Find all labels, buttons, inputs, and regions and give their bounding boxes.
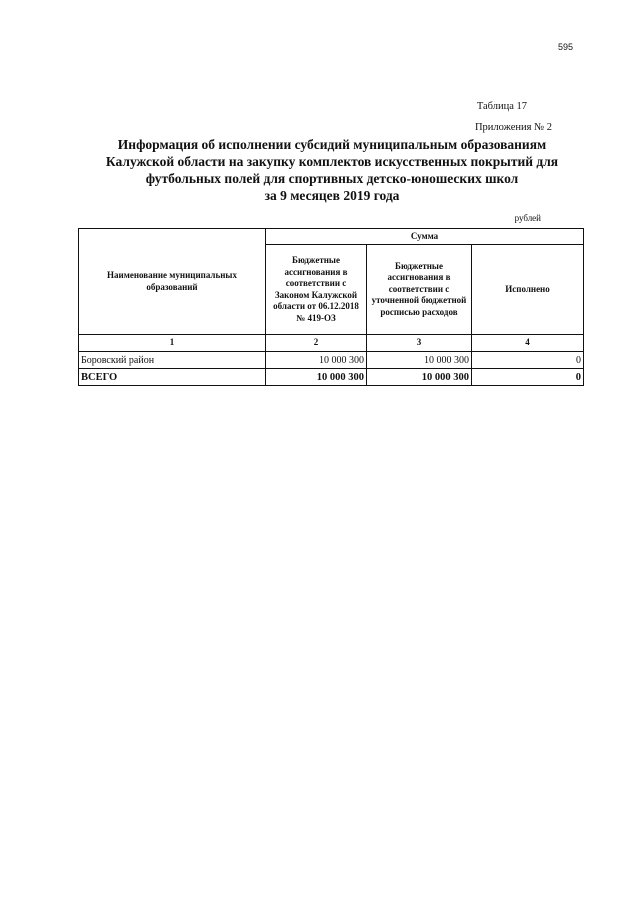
- row-value-cell: 10 000 300: [266, 352, 367, 369]
- column-number: 4: [472, 335, 584, 352]
- total-name-cell: ВСЕГО: [79, 369, 266, 386]
- column-number: 3: [367, 335, 472, 352]
- table-row: [79, 352, 584, 369]
- table-header-row: [79, 229, 584, 245]
- title-line: футбольных полей для спортивных детско-юношеских школ: [145, 171, 519, 186]
- total-value-cell: 0: [472, 369, 584, 386]
- title-line: Информация об исполнении субсидий муниципальным образованиям: [117, 137, 547, 152]
- title-line: Калужской области на закупку комплектов искусственных покрытий для: [105, 154, 559, 169]
- header-refined-budget-cell: Бюджетные ассигнования в соответствии с уточненной бюджетной росписью расходов: [367, 245, 472, 335]
- row-value-cell: 0: [472, 352, 584, 369]
- units-label: рублей: [514, 213, 541, 223]
- column-number: 2: [266, 335, 367, 352]
- page-number: 595: [557, 42, 573, 52]
- total-row: [79, 369, 584, 386]
- column-number: 1: [79, 335, 266, 352]
- header-executed-cell: Исполнено: [472, 245, 584, 335]
- total-value-cell: 10 000 300: [266, 369, 367, 386]
- appendix-label: Приложения № 2: [474, 122, 552, 133]
- table-label: Таблица 17: [476, 101, 527, 112]
- header-name-cell: Наименование муниципальных образований: [79, 229, 266, 335]
- document-title: [78, 136, 586, 204]
- title-line: за 9 месяцев 2019 года: [264, 188, 400, 203]
- column-number-row: [79, 335, 584, 352]
- header-sum-cell: Сумма: [266, 229, 584, 245]
- subsidy-table: [78, 228, 584, 386]
- header-law-budget-cell: Бюджетные ассигнования в соответствии с Законом Калужской области от 06.12.2018 № 419-ОЗ: [266, 245, 367, 335]
- row-value-cell: 10 000 300: [367, 352, 472, 369]
- row-name-cell: Боровский район: [79, 352, 266, 369]
- total-value-cell: 10 000 300: [367, 369, 472, 386]
